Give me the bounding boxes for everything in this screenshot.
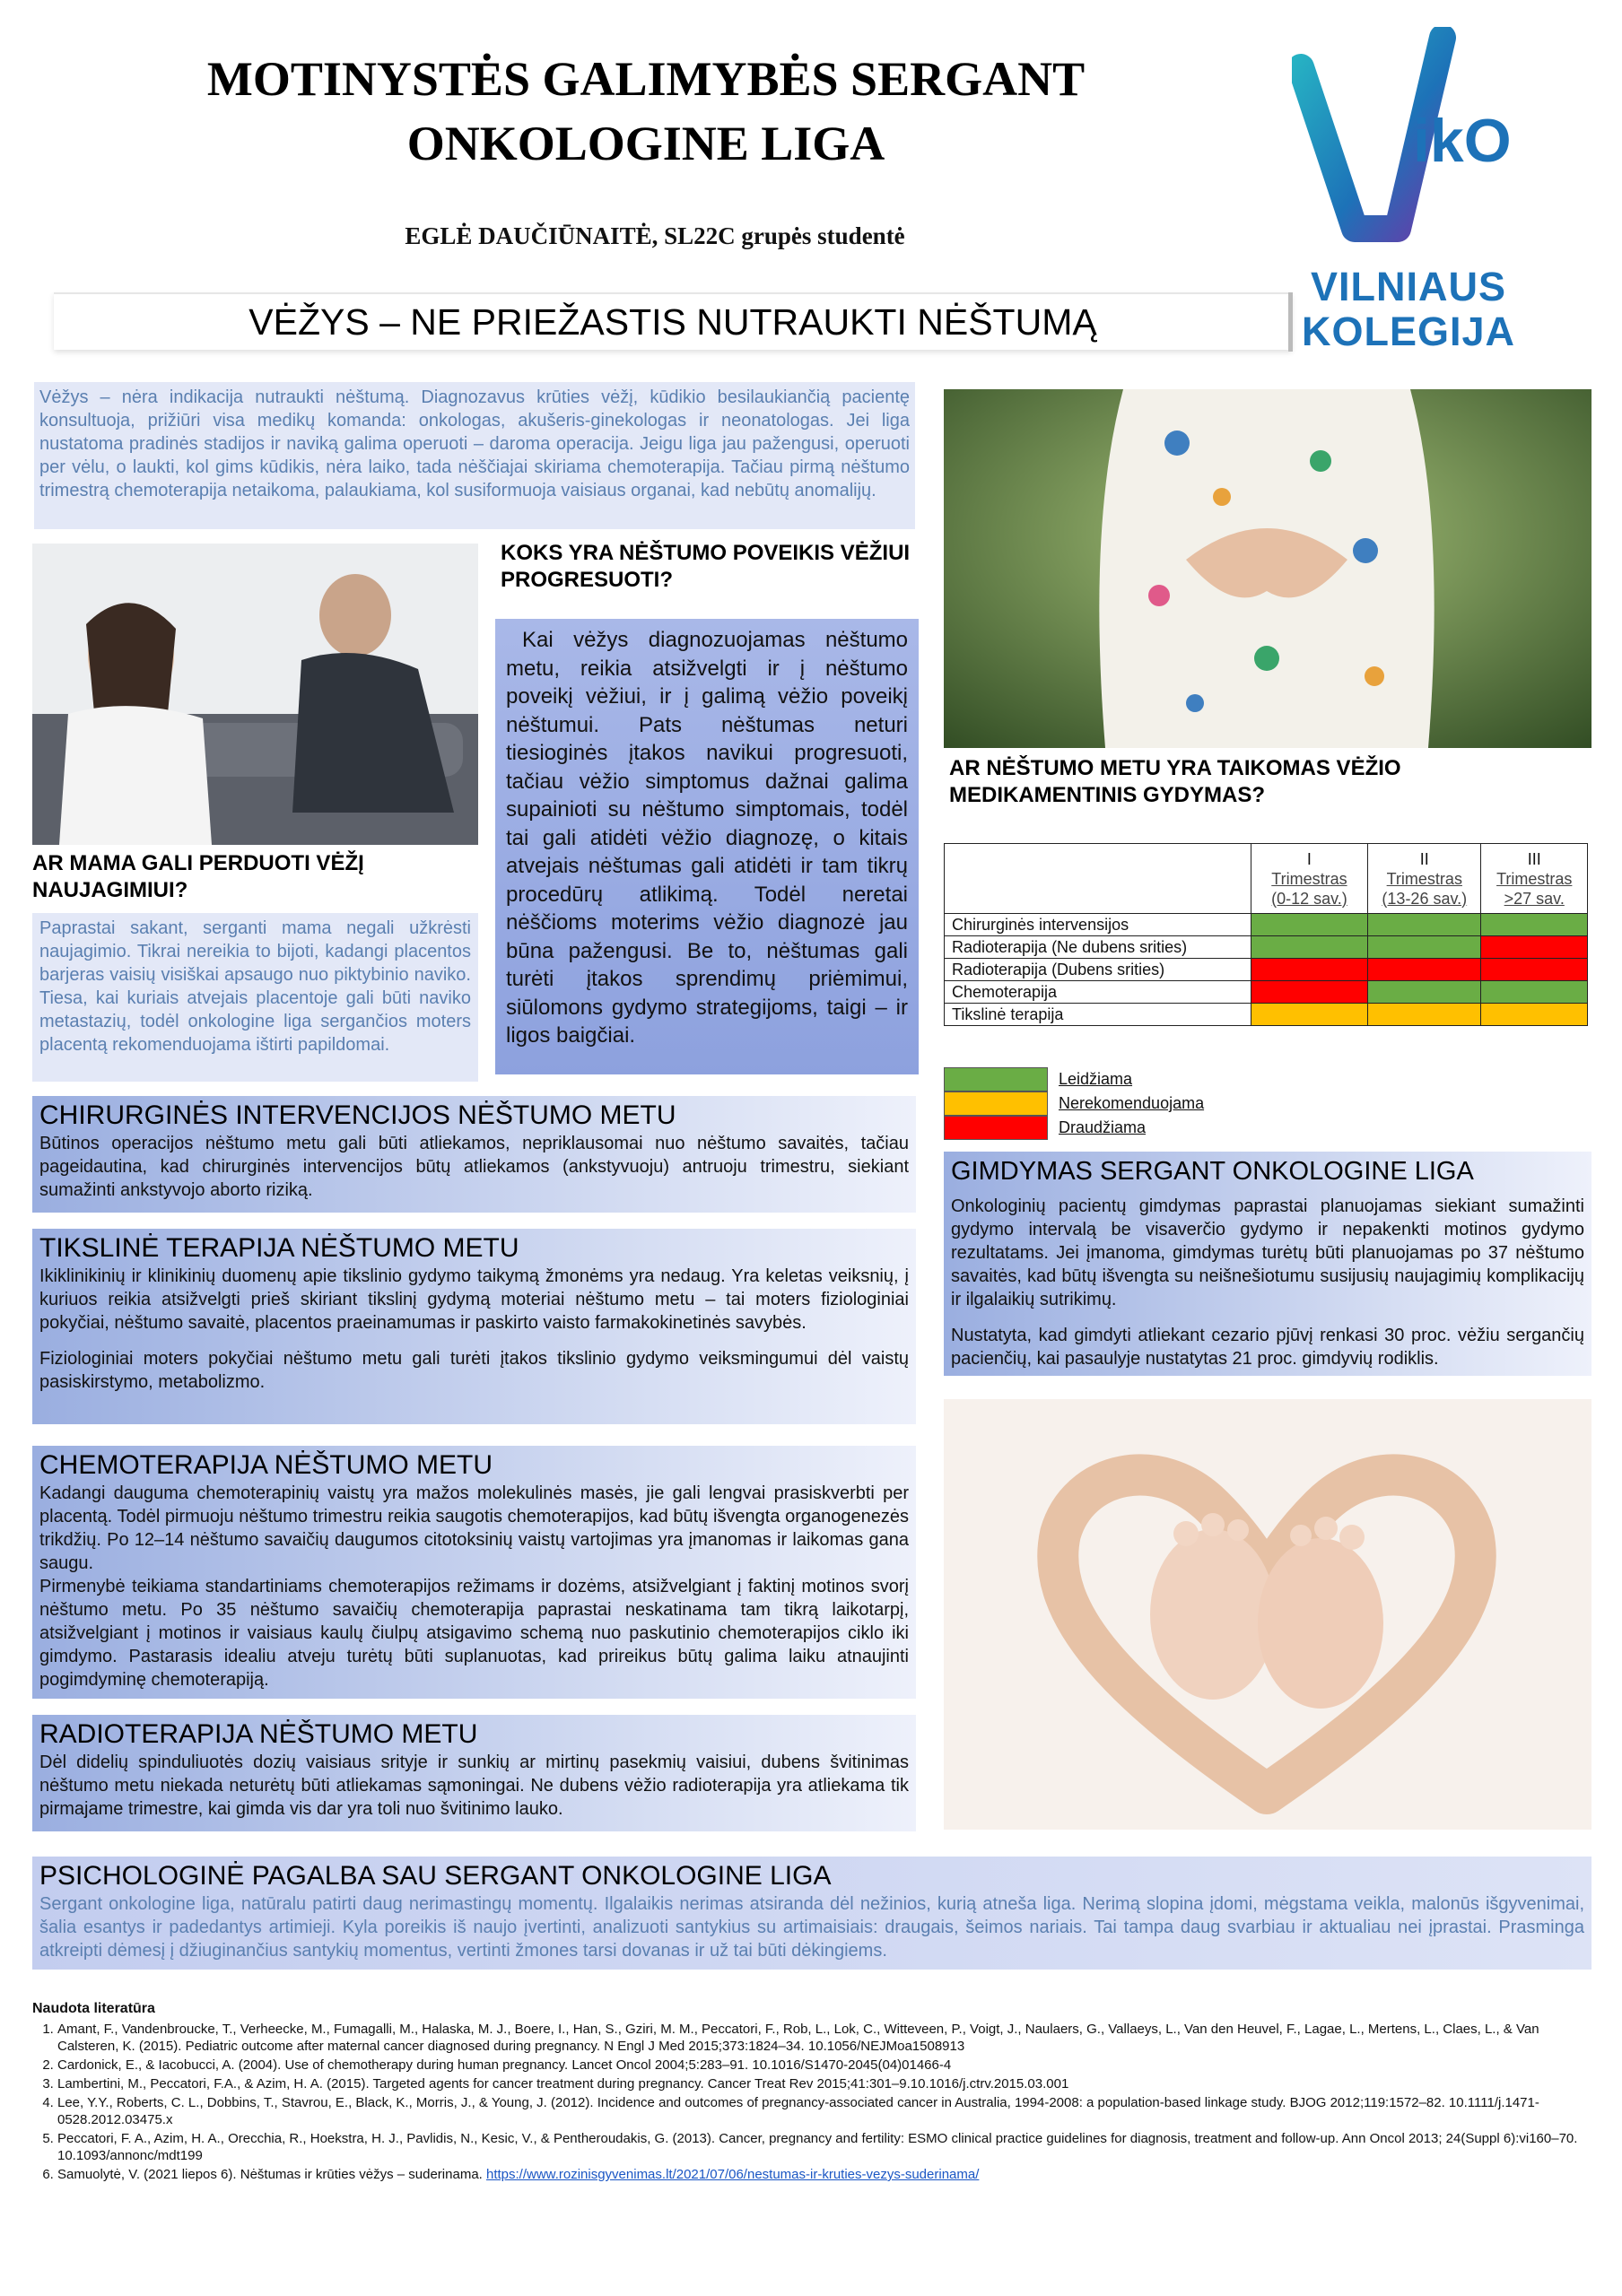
intro-text-box [34, 382, 915, 529]
targeted-therapy-section [32, 1229, 916, 1424]
logo-mark-text: ikO [1413, 107, 1512, 175]
psych-title: PSICHOLOGINĖ PAGALBA SAU SERGANT ONKOLOGINE LIGA [39, 1861, 832, 1891]
poster-title [135, 47, 1157, 176]
reference-item: 3. Lambertini, M., Peccatori, F.A., & Azim, H. A. (2015). Targeted agents for cancer treatment during pregnancy. Cancer Treat Rev 2015;41:301–9.10.1016/j.ctrv.2015.03.001 [57, 2075, 1593, 2092]
targeted-title: TIKSLINĖ TERAPIJA NĖŠTUMO METU [39, 1233, 519, 1263]
treatment-question-heading: AR NĖŠTUMO METU YRA TAIKOMAS VĖŽIO MEDIKAMENTINIS GYDYMAS? [949, 756, 1401, 807]
surgery-section [32, 1096, 916, 1213]
logo-line-2: KOLEGIJA [1301, 309, 1516, 354]
status-cell [1481, 959, 1588, 981]
treatment-table-wrap [944, 843, 1588, 1026]
status-cell [1481, 1004, 1588, 1026]
legend-item [944, 1067, 1303, 1091]
references-heading: Naudota literatūra [32, 2001, 155, 2016]
surgery-title: CHIRURGINĖS INTERVENCIJOS NĖŠTUMO METU [39, 1100, 676, 1130]
col-header-2: II Trimestras (13-26 sav.) [1368, 844, 1481, 914]
logo-line-1: VILNIAUS [1310, 264, 1506, 309]
targeted-text-2: Fiziologiniai moters pokyčiai nėštumo metu gali turėti įtakos tikslinio gydymo veiksmingumui dėl vaistų pasiskirstymo, metabolizmo. [39, 1349, 909, 1392]
status-cell [1368, 1004, 1481, 1026]
row-label: Radioterapija (Ne dubens srities) [945, 936, 1251, 959]
psych-text: Sergant onkologine liga, natūralu patirti daug nerimastingų momentų. Ilgalaikis nerimas atsiranda dėl nežinios, kurią atneša liga. Nerimą slopina įdomi, mėgstama veikla, malonūs išgyvenimai, šalia esantys ir padedantys artimieji. Kyla poreikis iš naujo įvertinti, analizuoti santykius su artimaisiais: draugais, šeimos nariais. Tai tampa daug svarbiau ir aktualiau nei įprastai. Prasminga atkreipti dėmesį į džiuginančius santykių momentus, vertinti žmones tarsi dovanas ir už tai būti dėkingiems. [39, 1894, 1584, 1961]
mother-question-heading: AR MAMA GALI PERDUOTI VĖŽĮ NAUJAGIMIUI? [32, 851, 364, 902]
radio-title: RADIOTERAPIJA NĖŠTUMO METU [39, 1719, 478, 1749]
radiotherapy-section [32, 1715, 916, 1831]
treatment-table [944, 843, 1588, 1026]
surgery-text: Būtinos operacijos nėštumo metu gali būti atliekamos, nepriklausomai nuo nėštumo savaitės, tačiau pageidautina, kad chirurginės intervencijos būtų atliekamos (ankstyvuoju) antruoju trimestru, siekiant sumažinti ankstyvojo aborto riziką. [39, 1134, 909, 1200]
status-cell [1251, 936, 1367, 959]
status-cell [1481, 914, 1588, 936]
reference-item: 1. Amant, F., Vandenbroucke, T., Verheecke, M., Fumagalli, M., Halaska, M. J., Boere, I., Han, S., Gziri, M. M., Peccatori, F., Rob, L., Lok, C., Witteveen, P., Voigt, J., Naulaers, G., Vallaeys, L., Van den Heuvel, F., Lagae, L., Mertens, L., Claes, L., & Van Calsteren, K. (2015). Pediatric outcome after maternal cancer diagnosed during pregnancy. N Engl J Med 2015;373:1824–34. 10.1056/NEJMoa1508913 [57, 2021, 1593, 2055]
legend-label: Leidžiama [1059, 1070, 1133, 1088]
legend-item [944, 1091, 1303, 1116]
table-row [945, 981, 1588, 1004]
progress-answer-box [495, 619, 919, 1074]
birth-section [944, 1152, 1591, 1376]
psychological-support-section [32, 1857, 1591, 1970]
legend-swatch-not-recommended [944, 1091, 1048, 1116]
references-list [32, 2021, 1593, 2183]
table-row [945, 959, 1588, 981]
row-label: Chirurginės intervensijos [945, 914, 1251, 936]
reference-item [57, 2166, 1593, 2183]
table-row [945, 914, 1588, 936]
chemo-text-2: Pirmenybė teikiama standartiniams chemoterapijos režimams ir dozėms, atsižvelgiant į faktinį motinos svorį nėštumo metu. Po 35 nėštumo savaičių chemoterapija paprastai neskatinama tam tikrą laikotarpį, atsižvelgiant į motinos ir vaisiaus kaulų čiulpų atsigavimo schemą nuo paskutinio chemoterapijos ciklo iki gimdymo. Pastarasis idealiu atveju turėtų būti suplanuotas, kad prireikus būtų galima laiku atnaujinti pogimdyminę chemoterapiją. [39, 1577, 909, 1690]
col-header-3: III Trimestras >27 sav. [1481, 844, 1588, 914]
status-cell [1368, 981, 1481, 1004]
table-row [945, 1004, 1588, 1026]
targeted-text-1: Ikiklinikinių ir klinikinių duomenų apie tikslinio gydymo taikymą žmonėms yra nedaug. Yra keletas veiksnių, į kuriuos reikia atsižvelgti prieš skiriant tikslinį gydymą moteriai nėštumo metu – tai moters fiziologiniai pokyčiai, nėštumo savaitė, placentos praeinamumas ir paskirto vaisto farmakokinetinės savybės. [39, 1266, 909, 1333]
couple-photo [32, 544, 478, 845]
status-cell [1251, 914, 1367, 936]
row-label: Chemoterapija [945, 981, 1251, 1004]
reference-link[interactable]: https://www.rozinisgyvenimas.lt/2021/07/06/nestumas-ir-kruties-vezys-suderinama/ [486, 2167, 980, 2182]
intro-text: Vėžys – nėra indikacija nutraukti nėštumą. Diagnozavus krūties vėžį, kūdikio besilaukiančią pacientę konsultuoja, prižiūri visa medikų komanda: onkologas, akušeris-ginekologas ir neonatologas. Jei liga nustatoma pradinės stadijos ir naviką galima operuoti – daroma operacija. Jeigu liga jau pažengusi, operuoti per vėlu, o laukti, kol gims kūdikis, nėra laiko, tada nėščiajai skiriama chemoterapija. Tačiau pirmą nėštumo trimestrą chemoterapija netaikoma, palaukiama, kol susiformuoja vaisiaus organai, kad nebūtų anomalijų. [39, 387, 910, 500]
legend-item [944, 1116, 1303, 1140]
treatment-legend [944, 1067, 1303, 1140]
progress-question-heading: KOKS YRA NĖŠTUMO POVEIKIS VĖŽIUI PROGRESUOTI? [501, 541, 911, 592]
title-line-1: MOTINYSTĖS GALIMYBĖS SERGANT [206, 52, 1086, 106]
title-line-2: ONKOLOGINE LIGA [406, 117, 885, 170]
status-cell [1481, 981, 1588, 1004]
table-header-empty [945, 844, 1251, 914]
pregnant-woman-photo [944, 389, 1591, 748]
chemo-text-1: Kadangi dauguma chemoterapinių vaistų yra mažos molekulinės masės, jie gali lengvai prasiskverbti per placentą. Todėl pirmuoju nėštumo trimestru reikia saugotis chemoterapijos, kad būtų išvengta organogenezės trikdžių. Po 12–14 nėštumo savaičių daugumos citotoksinių vaistų vartojimas yra įmanomas ir laikomas gana saugu. [39, 1483, 909, 1573]
status-cell [1251, 981, 1367, 1004]
author-line: EGLĖ DAUČIŪNAITĖ, SL22C grupės studentė [405, 222, 905, 249]
chemo-title: CHEMOTERAPIJA NĖŠTUMO METU [39, 1450, 493, 1480]
viko-logo-icon [1292, 27, 1525, 260]
mother-answer-text: Paprastai sakant, serganti mama negali užkrėsti naujagimio. Tikrai nereikia to bijoti, kadangi placentos barjeras vaisių visiškai apsaugo nuo piktybinio naviko. Tiesa, kai kuriais atvejais placentoje gali būti naviko metastazių, todėl onkologine liga sergančios moters placentą rekomenduojama ištirti papildomai. [39, 918, 471, 1055]
references-block [32, 2000, 1593, 2185]
vilniaus-kolegija-logo [1292, 27, 1525, 368]
col-header-1: I Trimestras (0-12 sav.) [1251, 844, 1367, 914]
mother-answer-box [32, 913, 478, 1082]
status-cell [1251, 1004, 1367, 1026]
baby-feet-hands-photo [944, 1399, 1591, 1830]
radio-text: Dėl didelių spinduliuotės dozių vaisiaus srityje ir sunkių ar mirtinų pasekmių vaisiui, dubens švitinimas nėštumo metu niekada neturėtų būti atliekamas sąmoningai. Ne dubens vėžio radioterapija yra atliekama tik pirmajame trimestre, kai gimda vis dar yra toli nuo švitinimo lauko. [39, 1752, 909, 1819]
row-label: Radioterapija (Dubens srities) [945, 959, 1251, 981]
status-cell [1368, 959, 1481, 981]
reference-item: 5. Peccatori, F. A., Azim, H. A., Orecchia, R., Hoekstra, H. J., Pavlidis, N., Kesic, V., & Pentheroudakis, G. (2013). Cancer, pregnancy and fertility: ESMO clinical practice guidelines for diagnosis, treatment and follow-up. Ann Oncol 2013; 24(Suppl 6):vi160–70. 10.1093/annonc/mdt199 [57, 2130, 1593, 2164]
reference-item: 2. Cardonick, E., & Iacobucci, A. (2004). Use of chemotherapy during human pregnancy. Lancet Oncol 2004;5:283–91. 10.1016/S1470-2045(04)01466-4 [57, 2057, 1593, 2074]
chemotherapy-section [32, 1446, 916, 1699]
birth-title: GIMDYMAS SERGANT ONKOLOGINE LIGA [951, 1157, 1474, 1186]
reference-text: Samuolytė, V. (2021 liepos 6). Nėštumas ir krūties vėžys – suderinama. [57, 2167, 486, 2182]
status-cell [1368, 936, 1481, 959]
birth-text-2: Nustatyta, kad gimdyti atliekant cezario pjūvį renkasi 30 proc. vėžiu sergančių pacienčių, kai pasaulyje nustatytas 21 proc. gimdyvių rodiklis. [951, 1326, 1584, 1369]
status-cell [1251, 959, 1367, 981]
legend-swatch-forbidden [944, 1116, 1048, 1140]
birth-text-1: Onkologinių pacientų gimdymas paprastai planuojamas siekiant sumažinti gydymo intervalą be visaverčio gydymo ir nepakenkti motinos gydymo rezultatams. Jei įmanoma, gimdymas turėtų būti planuojamas po 37 nėštumo savaitės, kad būtų išvengta su neišnešiotumu susijusių naujagimių komplikacijų ir ilgalaikių sutrikimų. [951, 1196, 1584, 1309]
row-label: Tikslinė terapija [945, 1004, 1251, 1026]
status-cell [1368, 914, 1481, 936]
legend-label: Draudžiama [1059, 1118, 1147, 1136]
reference-item: 4. Lee, Y.Y., Roberts, C. L., Dobbins, T., Stavrou, E., Black, K., Morris, J., & Young, J. (2012). Incidence and outcomes of pregnancy-associated cancer in Australia, 1994-2008: a population-based linkage study. BJOG 2012;119:1572–82. 10.1111/j.1471-0528.2012.03475.x [57, 2094, 1593, 2128]
legend-label: Nerekomenduojama [1059, 1094, 1205, 1112]
table-row [945, 936, 1588, 959]
legend-swatch-allowed [944, 1067, 1048, 1091]
progress-answer-text: Kai vėžys diagnozuojamas nėštumo metu, reikia atsižvelgti ir į nėštumo poveikį vėžiui, ir į galimą vėžio poveikį nėštumui. Pats nėštumas neturi tiesioginės įtakos navikui progresuoti, tačiau vėžio simptomus dažnai galima supainioti su nėštumo simptomais, todėl tai gali atidėti vėžio diagnozę, o kitais atvejais nėštumas gali atidėti ir tam tikrų procedūrų atlikimą. Todėl neretai nėščioms moterims vėžio diagnozė jau būna pažengusi. Be to, nėštumas gali turėti įtakos sprendimų priėmimui, siūlomons gydymo strategijoms, taigi – ir ligos baigčiai. [506, 628, 908, 1048]
status-cell [1481, 936, 1588, 959]
banner-heading: VĖŽYS – NE PRIEŽASTIS NUTRAUKTI NĖŠTUMĄ [54, 292, 1292, 350]
